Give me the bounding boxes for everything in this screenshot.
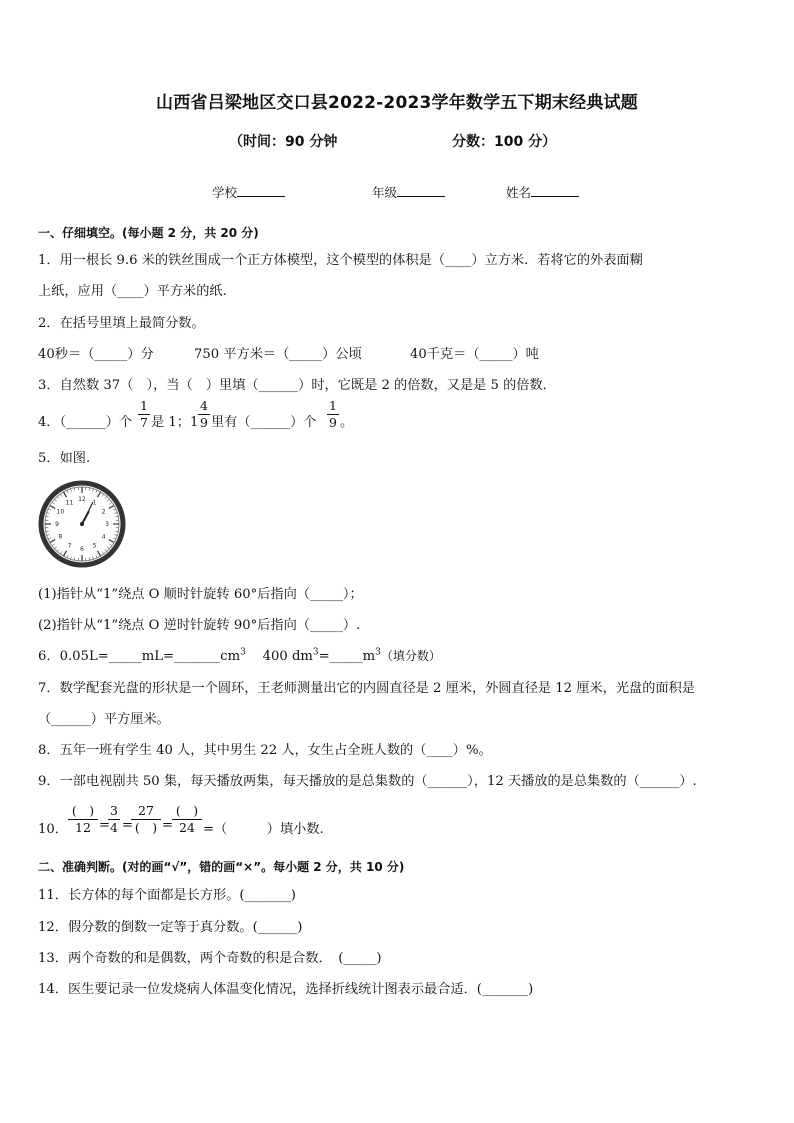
q4-fraction-1	[138, 399, 150, 430]
q10-eq-1: =	[99, 818, 111, 833]
q6-sup-3: 3	[375, 647, 381, 658]
clock-number: 8	[58, 533, 63, 541]
q10-eq-3: =	[162, 818, 174, 833]
q4-fraction-2	[198, 399, 210, 430]
name-field[interactable]	[506, 183, 579, 201]
clock-number: 11	[65, 499, 74, 507]
question-8: 8．五年一班有学生 40 人，其中男生 22 人，女生占全班人数的（____）%。	[38, 743, 492, 758]
question-3: 3．自然数 37（ ），当（ ）里填（______）时，它既是 2 的倍数，又是是 5 的倍数．	[38, 378, 556, 393]
q6-part-a: 6．0.05L=_____mL=_______cm	[38, 649, 241, 664]
q10-fraction-2	[108, 804, 120, 835]
question-12: 12．假分数的倒数一定等于真分数。(______)	[38, 920, 303, 935]
clock-number: 10	[56, 508, 65, 516]
q4-fraction-1-den: 7	[140, 415, 148, 430]
school-field[interactable]	[212, 183, 285, 201]
question-1-line1: 1．用一根长 9.6 米的铁丝围成一个正方体模型，这个模型的体积是（____）立方米．若将它的外表面糊	[38, 253, 643, 268]
question-9: 9．一部电视剧共 50 集，每天播放两集，每天播放的是总集数的（______），12 天播放的是总集数的（______）.	[38, 774, 697, 789]
clock-figure	[38, 480, 126, 568]
q4-fraction-3	[327, 399, 339, 430]
q4-fraction-1-num: 1	[140, 398, 148, 413]
name-label: 姓名	[506, 185, 532, 200]
question-4d: 。	[340, 415, 354, 430]
page-title: 山西省吕梁地区交口县2022-2023学年数学五下期末经典试题	[156, 93, 638, 113]
question-5: 5．如图.	[38, 451, 91, 466]
question-4b: 是 1；1	[151, 415, 199, 430]
clock-number: 5	[92, 542, 97, 550]
clock-number: 7	[67, 542, 72, 550]
question-4c: 里有（______）个	[211, 415, 317, 430]
question-5-2: (2)指针从“1”绕点 O 逆时针旋转 90°后指向（_____）.	[38, 618, 361, 633]
section2-heading: 二、准确判断。(对的画“√”，错的画“×”。每小题 2 分，共 10 分)	[38, 860, 405, 874]
q4-fraction-3-den: 9	[329, 415, 337, 430]
grade-blank[interactable]	[397, 183, 445, 197]
name-blank[interactable]	[531, 183, 579, 197]
question-5-1: (1)指针从“1”绕点 O 顺时针旋转 60°后指向（_____）；	[38, 587, 363, 602]
exam-score: 分数：100 分）	[452, 134, 557, 150]
clock-center-o	[80, 522, 84, 526]
q6-part-d: （填分数）	[380, 649, 441, 663]
question-14: 14．医生要记录一位发烧病人体温变化情况，选择折线统计图表示最合适．(_______)	[38, 982, 534, 997]
q6-part-c: =_____m	[318, 649, 376, 664]
clock-number: 4	[101, 533, 106, 541]
q10-fraction-3-den: ( )	[134, 820, 158, 835]
q10-fraction-3-num: 27	[138, 803, 154, 818]
q6-sup-1: 3	[240, 647, 246, 658]
school-label: 学校	[212, 185, 238, 200]
q10-fraction-4	[172, 804, 202, 835]
q10-fraction-1	[68, 804, 98, 835]
q10-fraction-4-den: 24	[179, 820, 195, 835]
question-2b: 750 平方米＝（_____）公顷	[194, 347, 362, 362]
clock-number: 6	[80, 546, 84, 553]
clock-number: 1	[92, 499, 97, 507]
q6-sup-2: 3	[312, 647, 319, 658]
q4-fraction-2-num: 4	[200, 398, 208, 413]
grade-field[interactable]	[372, 183, 445, 201]
q10-fraction-1-den: 12	[75, 820, 91, 835]
q10-fraction-1-num: ( )	[71, 803, 95, 818]
q10-fraction-2-den: 4	[110, 820, 118, 835]
q4-fraction-3-num: 1	[329, 398, 337, 413]
question-6	[38, 645, 441, 664]
q10-eq-2: =	[122, 818, 134, 833]
clock-number: 2	[101, 508, 106, 516]
question-7-line2: （______）平方厘米。	[38, 712, 170, 727]
grade-label: 年级	[372, 185, 398, 200]
clock-number: 12	[78, 496, 86, 503]
question-13: 13．两个奇数的和是偶数，两个奇数的积是合数． (_____)	[38, 951, 382, 966]
exam-time: （时间：90 分钟	[229, 134, 338, 150]
q10-tail: =（ ）填小数.	[203, 822, 324, 837]
question-1-line2: 上纸，应用（____）平方米的纸.	[38, 284, 227, 299]
q10-fraction-2-num: 3	[110, 803, 118, 818]
question-2c: 40千克＝（_____）吨	[410, 347, 539, 362]
question-4a: 4．（______）个	[38, 415, 133, 430]
q4-fraction-2-den: 9	[200, 415, 208, 430]
school-blank[interactable]	[237, 183, 285, 197]
clock-number: 9	[55, 521, 59, 528]
q10-fraction-3	[131, 804, 161, 835]
question-2a: 40秒＝（_____）分	[38, 347, 154, 362]
question-10-label: 10．	[38, 822, 68, 837]
clock-number: 3	[105, 521, 109, 528]
section1-heading: 一、仔细填空。(每小题 2 分，共 20 分)	[38, 226, 259, 240]
question-11: 11．长方体的每个面都是长方形。(_______)	[38, 888, 296, 903]
q10-fraction-4-num: ( )	[175, 803, 199, 818]
q6-part-b: 400 dm	[262, 649, 313, 664]
question-7-line1: 7．数学配套光盘的形状是一个圆环，王老师测量出它的内圆直径是 2 厘米，外圆直径是 12 厘米，光盘的面积是	[38, 681, 695, 696]
question-2: 2．在括号里填上最简分数。	[38, 316, 205, 331]
